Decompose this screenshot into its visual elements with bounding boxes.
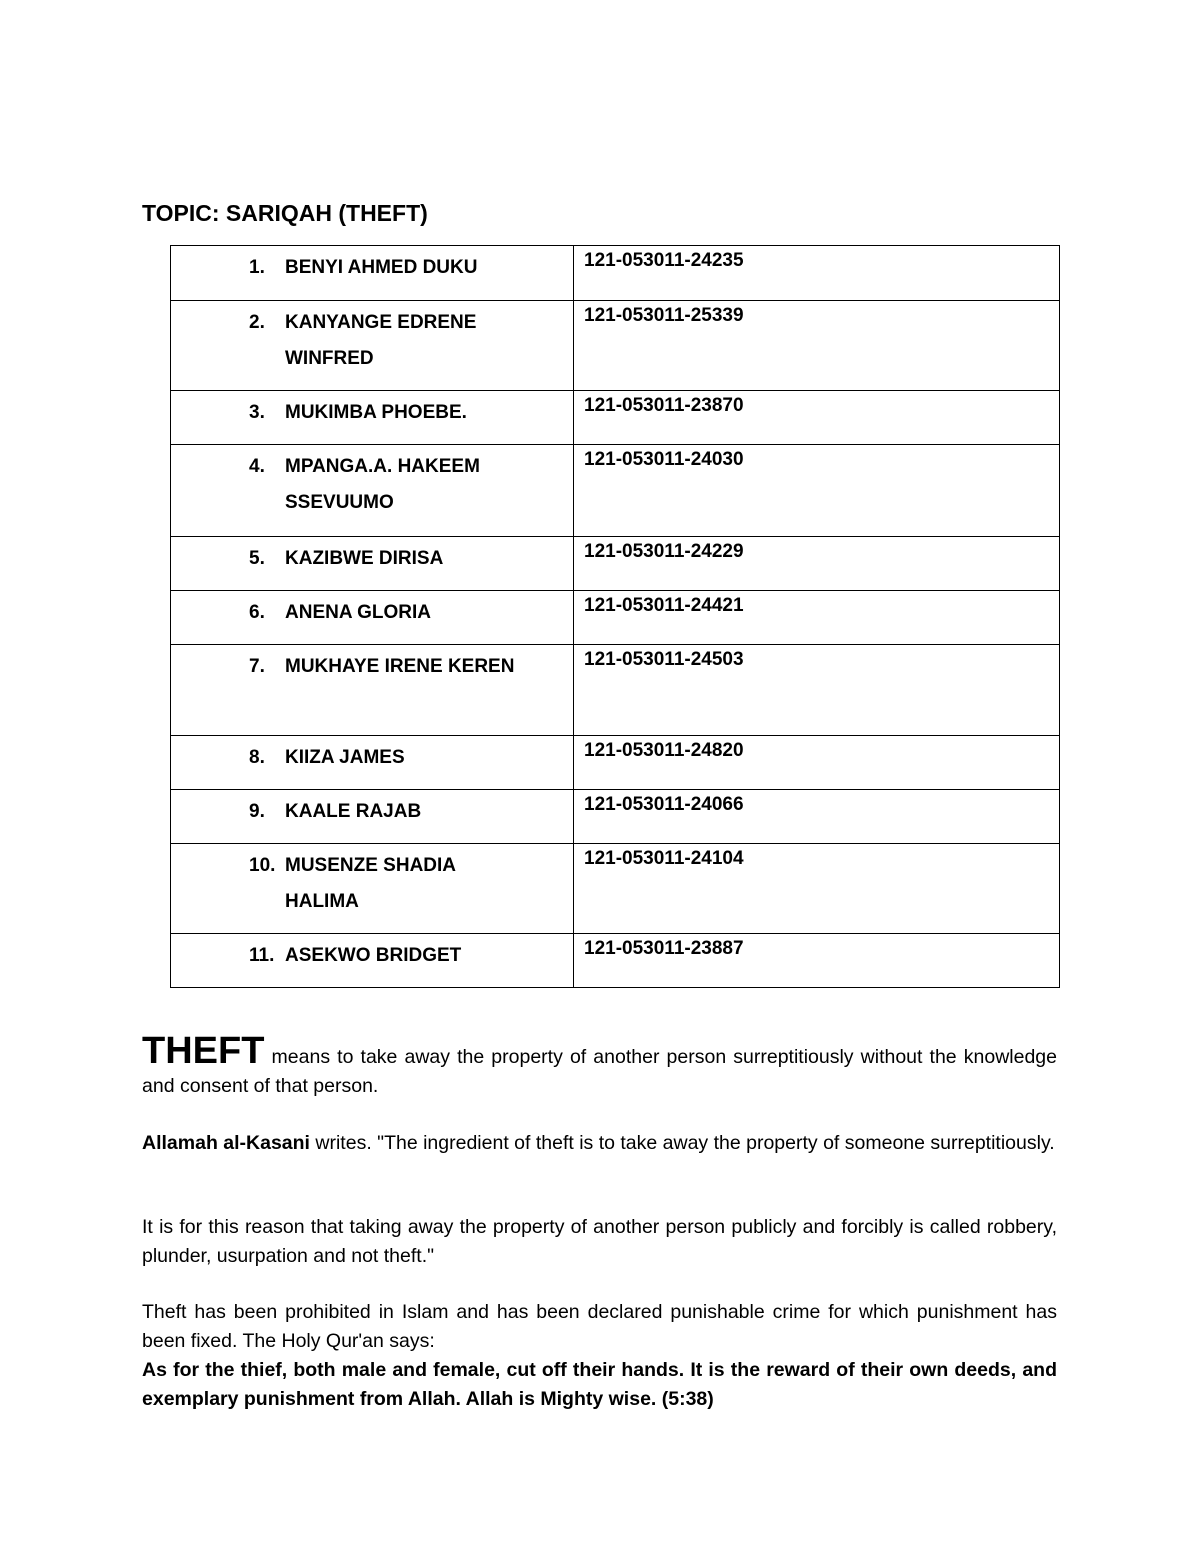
table-row <box>171 790 1060 844</box>
page-title: TOPIC: SARIQAH (THEFT) <box>142 200 428 226</box>
name-cell <box>171 246 574 301</box>
reg-number: 121-053011-24030 <box>574 445 1060 537</box>
kasani-paragraph <box>142 1129 1057 1158</box>
quran-reference: . (5:38) <box>650 1388 714 1410</box>
table-row <box>171 445 1060 537</box>
table-row <box>171 844 1060 934</box>
member-number: 3. <box>249 402 265 423</box>
kasani-author: Allamah al-Kasani <box>142 1132 310 1154</box>
table-row <box>171 645 1060 736</box>
member-name: MUSENZE SHADIA HALIMA <box>285 855 456 912</box>
member-name: MUKHAYE IRENE KEREN <box>285 656 515 677</box>
member-number: 2. <box>249 312 265 333</box>
table-row <box>171 301 1060 391</box>
name-cell <box>171 445 574 537</box>
table-row <box>171 246 1060 301</box>
reg-number: 121-053011-24066 <box>574 790 1060 844</box>
member-name: KIIZA JAMES <box>285 747 405 768</box>
reg-number: 121-053011-24235 <box>574 246 1060 301</box>
name-cell <box>171 537 574 591</box>
member-number: 4. <box>249 456 265 477</box>
kasani-text: writes. "The ingredient of theft is to take away the property of someone surreptitiously. <box>309 1132 1055 1154</box>
theft-definition-text: means to take away the property of another person surreptitiously without the knowledge and consent of that person. <box>142 1046 1057 1097</box>
member-name: MUKIMBA PHOEBE. <box>285 402 467 423</box>
theft-term: THEFT <box>142 1030 265 1072</box>
name-cell <box>171 301 574 391</box>
reg-number: 121-053011-24421 <box>574 591 1060 645</box>
table-row <box>171 591 1060 645</box>
reg-number: 121-053011-23870 <box>574 391 1060 445</box>
member-number: 10. <box>249 855 276 876</box>
table-row <box>171 934 1060 988</box>
member-name: KANYANGE EDRENE WINFRED <box>285 312 477 369</box>
member-name: BENYI AHMED DUKU <box>285 257 478 278</box>
reg-number: 121-053011-24229 <box>574 537 1060 591</box>
member-number: 11. <box>249 945 275 966</box>
reg-number: 121-053011-24104 <box>574 844 1060 934</box>
member-number: 8. <box>249 747 265 768</box>
members-table <box>170 245 1060 988</box>
prohibited-paragraph: Theft has been prohibited in Islam and has been declared punishable crime for which punishment has been fixed. The Holy Qur'an says: <box>142 1301 1057 1352</box>
member-number: 5. <box>249 548 265 569</box>
name-cell <box>171 391 574 445</box>
table-row <box>171 736 1060 790</box>
table-row <box>171 537 1060 591</box>
robbery-paragraph: It is for this reason that taking away the property of another person publicly and forcibly is called robbery, plunder, usurpation and not theft." <box>142 1216 1057 1267</box>
member-name: KAALE RAJAB <box>285 801 422 822</box>
name-cell <box>171 934 574 988</box>
name-cell <box>171 645 574 736</box>
name-cell <box>171 591 574 645</box>
reg-number: 121-053011-24820 <box>574 736 1060 790</box>
member-number: 1. <box>249 257 265 278</box>
member-number: 7. <box>249 656 265 677</box>
reg-number: 121-053011-24503 <box>574 645 1060 736</box>
reg-number: 121-053011-23887 <box>574 934 1060 988</box>
name-cell <box>171 790 574 844</box>
member-name: MPANGA.A. HAKEEM SSEVUUMO <box>285 456 480 513</box>
member-name: ASEKWO BRIDGET <box>285 945 462 966</box>
name-cell <box>171 844 574 934</box>
theft-definition <box>142 1032 1057 1101</box>
member-number: 9. <box>249 801 265 822</box>
reg-number: 121-053011-25339 <box>574 301 1060 391</box>
member-number: 6. <box>249 602 265 623</box>
quran-verse <box>142 1356 1057 1414</box>
table-row <box>171 391 1060 445</box>
member-name: KAZIBWE DIRISA <box>285 548 444 569</box>
quran-verse-text: As for the thief, both male and female, cut off their hands. It is the reward of their own deeds, and exemplary punishment from Allah. Allah is Mighty wise <box>142 1359 1057 1410</box>
member-name: ANENA GLORIA <box>285 602 432 623</box>
name-cell <box>171 736 574 790</box>
